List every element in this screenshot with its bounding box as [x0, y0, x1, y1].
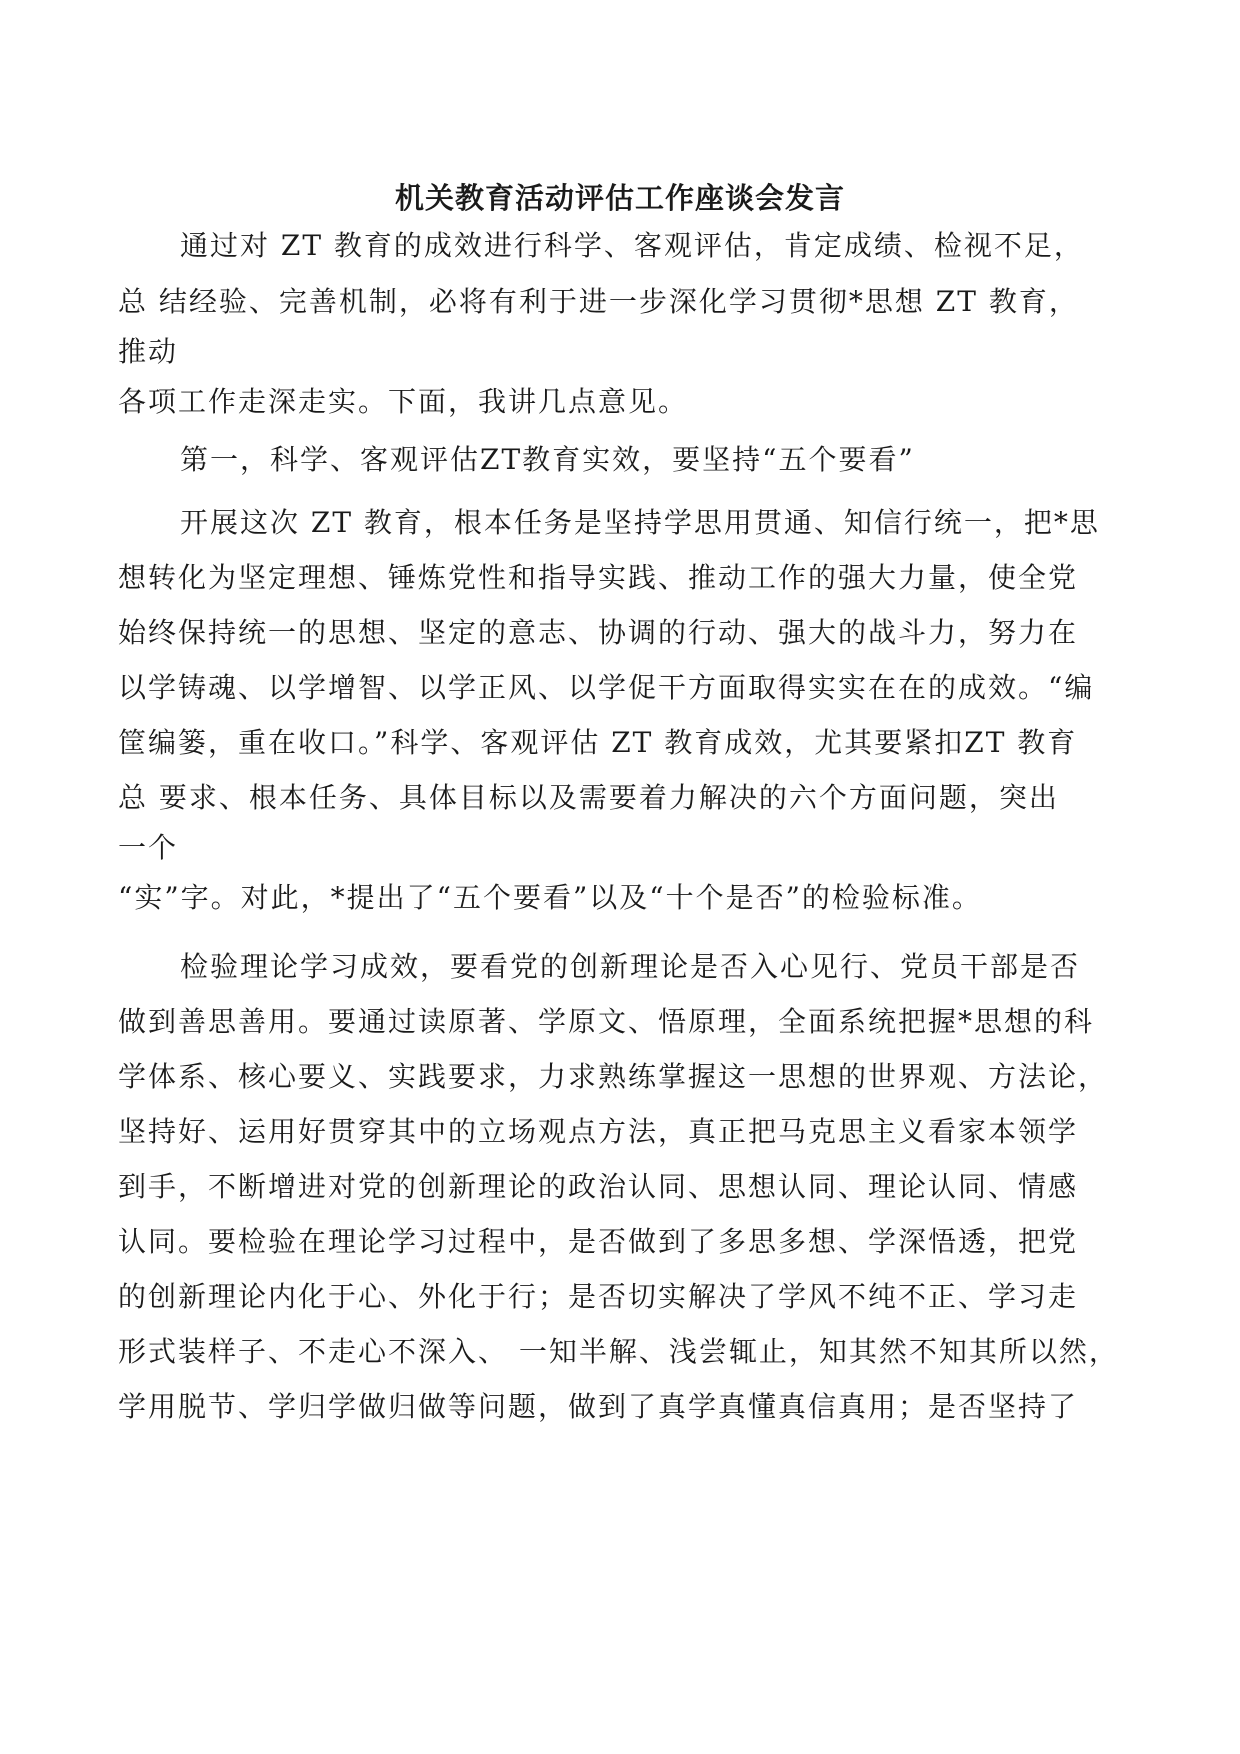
text-line: 想转化为坚定理想、锤炼党性和指导实践、推动工作的强大力量，使全党: [118, 561, 1079, 594]
text-line: 筐编篓，重在收口。”科学、客观评估 ZT 教育成效，尤其要紧扣ZT 教育: [118, 726, 1078, 759]
text-line: 认同。要检验在理论学习过程中，是否做到了多思多想、学深悟透，把党: [118, 1225, 1079, 1258]
text-line: 各项工作走深走实。下面，我讲几点意见。: [118, 385, 689, 418]
text-line: 始终保持统一的思想、坚定的意志、协调的行动、强大的战斗力，努力在: [118, 616, 1079, 649]
text-line: 到手，不断增进对党的创新理论的政治认同、思想认同、理论认同、情感: [118, 1170, 1079, 1203]
text-line: 通过对 ZT 教育的成效进行科学、客观评估，肯定成绩、检视不足，: [180, 229, 1084, 262]
text-line: 一个: [118, 831, 179, 864]
text-line: 形式装样子、不走心不深入、 一知半解、浅尝辄止，知其然不知其所以然，: [118, 1335, 1119, 1368]
text-line: 开展这次 ZT 教育，根本任务是坚持学思用贯通、知信行统一，把*思: [180, 506, 1100, 539]
text-line: 推动: [118, 335, 179, 368]
text-line: “实”字。对此，*提出了“五个要看”以及“十个是否”的检验标准。: [118, 881, 982, 914]
text-line: 总 要求、根本任务、具体目标以及需要着力解决的六个方面问题，突出: [118, 781, 1059, 814]
text-line: 坚持好、运用好贯穿其中的立场观点方法，真正把马克思主义看家本领学: [118, 1115, 1079, 1148]
text-line: 做到善思善用。要通过读原著、学原文、悟原理，全面系统把握*思想的科: [118, 1005, 1095, 1038]
text-line: 学用脱节、学归学做归做等问题，做到了真学真懂真信真用；是否坚持了: [118, 1390, 1079, 1423]
document-title: 机关教育活动评估工作座谈会发言: [394, 181, 845, 215]
text-line: 检验理论学习成效，要看党的创新理论是否入心见行、党员干部是否: [180, 950, 1081, 983]
text-line: 的创新理论内化于心、外化于行；是否切实解决了学风不纯不正、学习走: [118, 1280, 1079, 1313]
section-heading: 第一，科学、客观评估ZT教育实效，要坚持“五个要看”: [180, 443, 915, 476]
text-line: 总 结经验、完善机制，必将有利于进一步深化学习贯彻*思想 ZT 教育，: [118, 285, 1079, 318]
text-line: 学体系、核心要义、实践要求，力求熟练掌握这一思想的世界观、方法论，: [118, 1060, 1109, 1093]
text-line: 以学铸魂、以学增智、以学正风、以学促干方面取得实实在在的成效。“编: [118, 671, 1095, 704]
